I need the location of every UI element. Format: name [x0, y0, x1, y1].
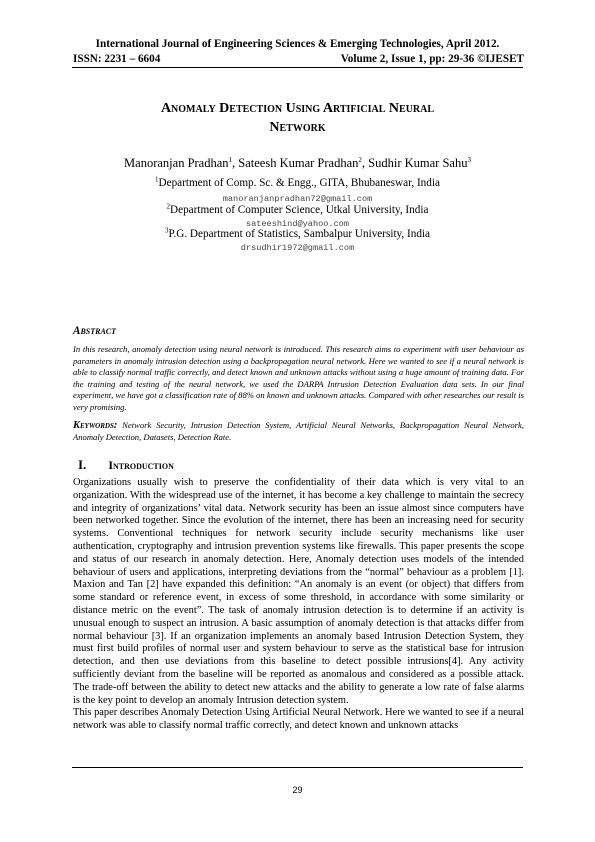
section-number: I. — [78, 457, 87, 472]
header-rule — [72, 67, 523, 68]
keywords-label: Keywords: — [73, 420, 118, 431]
footer-rule — [72, 767, 523, 768]
author-1: Manoranjan Pradhan — [124, 156, 229, 170]
author-3-sup: 3 — [467, 155, 471, 164]
paper-title — [60, 99, 535, 137]
volume-info: Volume 2, Issue 1, pp: 29-36 ©IJESET — [340, 53, 524, 65]
paragraph-1: Organizations usually wish to preserve the confidentiality of their data which is very vital to an organization. With the widespread use of the internet, it has become a key challenge to maintain the secrecy and integrity of organizations’ vital data. Network security has been an issue almost since computers have been networked together. Since the evolution of the internet, there has been an increasing need for security systems. Conventional techniques for network security include security mechanisms like user authentication, cryptography and intrusion prevention systems like firewalls. This paper presents the scope and status of our research in anomaly detection. Here, Anomaly detection uses models of the intended behaviour of users and applications, interpreting deviations from the “normal” behaviour as a problem [1]. Maxion and Tan [2] have expanded this definition: “An anomaly is an event (or object) that differs from some standard or reference event, in excess of some threshold, in accordance with some similarity or distance metric on the event”. The task of anomaly intrusion detection is to determine if an activity is unusual enough to suspect an intrusion. A basic assumption of anomaly detection is that attacks differ from normal behaviour [3]. If an organization implements an anomaly based Intrusion Detection System, they must first build profiles of normal user and system behaviour to serve as the statistical base for intrusion detection, and then use deviations from this baseline to detect possible intrusions[4]. Any activity sufficiently deviant from the baseline will be reported as anomalous and considered as a possible attack. The trade-off between the ability to detect new attacks and the ability to generate a low rate of false alarms is the key point to develop an anomaly Intrusion detection system. — [73, 477, 524, 706]
author-2: , Sateesh Kumar Pradhan — [232, 156, 359, 170]
email-3[interactable]: drsudhir1972@gmail.com — [240, 243, 355, 253]
keywords — [73, 420, 524, 444]
issn: ISSN: 2231 – 6604 — [73, 53, 161, 65]
abstract-text: In this research, anomaly detection using neural network is introduced. This research aims to experiment with user behaviour as parameters in anomaly intrusion detection using a backpropagation neural network. Here we wanted to see if a neural network is able to classify normal traffic correctly, and detect known and unknown attacks without using a huge amount of training data. For the training and testing of the neural network, we used the DARPA Intrusion Detection Evaluation data sets. In our final experiment, we have got a classification rate of 88% on known and unknown attacks. Compared with other researches our result is very promising. — [73, 344, 524, 412]
journal-title: International Journal of Engineering Sciences & Emerging Technologies, April 2012. — [95, 38, 500, 50]
section-title: Introduction — [108, 458, 174, 472]
author-3: , Sudhir Kumar Sahu — [361, 156, 468, 170]
body-text — [73, 477, 524, 733]
author-2-sup: 2 — [358, 155, 362, 164]
paper-title-line-2: Network — [269, 120, 326, 135]
author-list — [0, 156, 595, 171]
email-1[interactable]: manoranjanpradhan72@gmail.com — [222, 194, 373, 204]
abstract-heading: Abstract — [73, 325, 117, 337]
author-1-sup: 1 — [228, 155, 233, 164]
page-number: 29 — [292, 785, 303, 795]
keywords-text: Network Security, Intrusion Detection System, Artificial Neural Networks, Backpropagation Neural Network, Anomaly Detection, Datasets, Detection Rate. — [73, 420, 524, 442]
paragraph-2: This paper describes Anomaly Detection Using Artificial Neural Network. Here we wanted to see if a neural network was able to classify normal traffic correctly, and detect known and unknown attacks — [73, 707, 524, 732]
email-2[interactable]: sateeshind@yahoo.com — [245, 219, 350, 229]
section-heading — [78, 457, 174, 473]
paper-title-line-1: Anomaly Detection Using Artificial Neural — [160, 101, 435, 116]
affiliation-3: $^3$P.G. Department of Statistics, Sambalpur University, India — [164, 226, 431, 240]
affiliation-1: $^1$Department of Comp. Sc. & Engg., GITA, Bhubaneswar, India — [155, 175, 440, 189]
affiliation-2: $^2$Department of Computer Science, Utkal University, India — [166, 202, 429, 216]
